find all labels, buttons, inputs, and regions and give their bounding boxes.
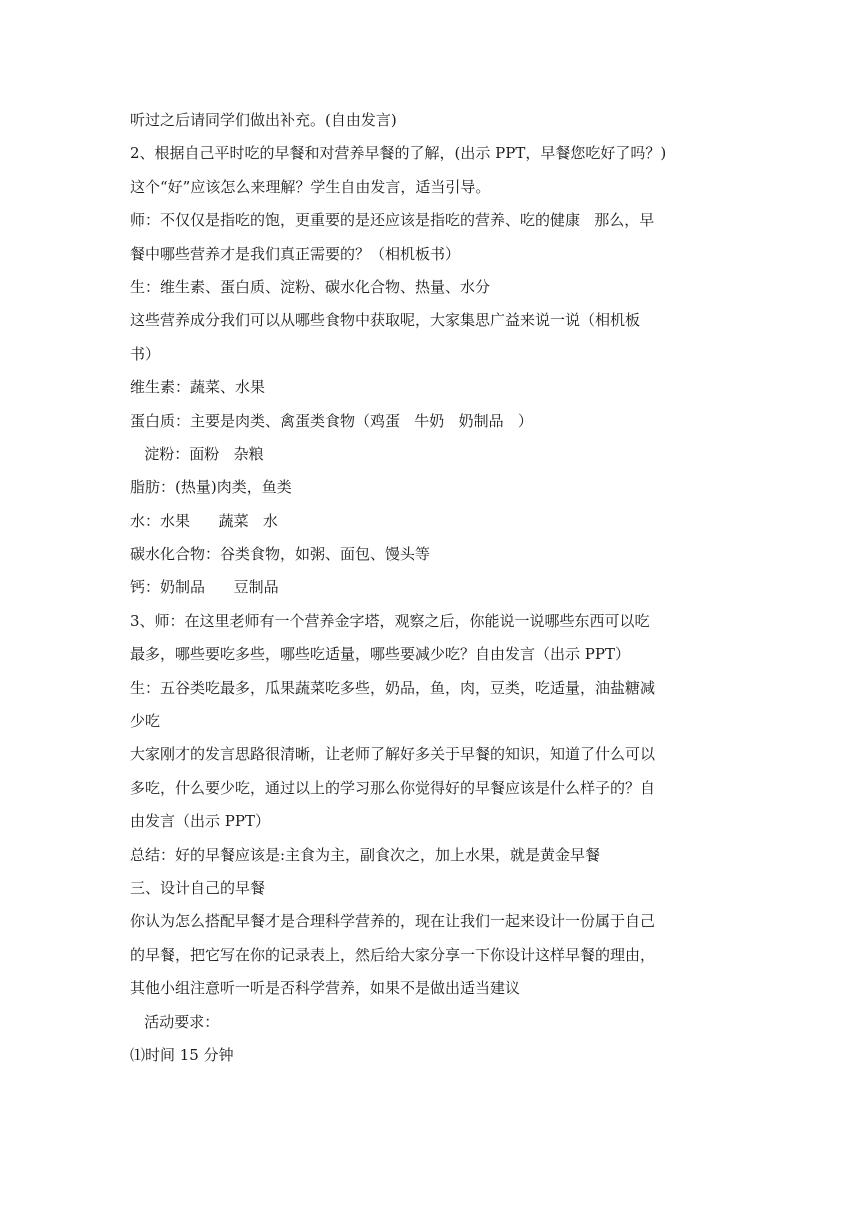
text-line-22: 由发言（出示 PPT） — [130, 812, 270, 831]
text-line-13: 水：水果 蔬菜 水 — [130, 511, 278, 530]
text-line-17: 最多，哪些要吃多些，哪些吃适量，哪些要减少吃？自由发言（出示 PPT） — [130, 645, 630, 664]
text-line-15: 钙：奶制品 豆制品 — [130, 578, 279, 597]
text-line-14: 碳水化合物：谷类食物，如粥、面包、馒头等 — [130, 545, 431, 564]
text-line-4: 师：不仅仅是指吃的饱，更重要的是还应该是指吃的营养、吃的健康 那么，早 — [130, 211, 655, 230]
document-page — [130, 104, 730, 1072]
text-line-23: 总结：好的早餐应该是:主食为主，副食次之，加上水果，就是黄金早餐 — [130, 845, 601, 864]
text-line-27: 其他小组注意听一听是否科学营养，如果不是做出适当建议 — [130, 979, 521, 998]
text-line-1: 听过之后请同学们做出补充。(自由发言) — [130, 111, 397, 129]
text-line-5: 餐中哪些营养才是我们真正需要的？（相机板书） — [130, 244, 461, 263]
section-heading: 三、设计自己的早餐 — [130, 878, 266, 897]
text-line-3: 这个“好”应该怎么来理解？学生自由发言，适当引导。 — [130, 177, 491, 196]
text-line-9: 维生素：蔬菜、水果 — [130, 378, 266, 397]
text-line-20: 大家刚才的发言思路很清晰，让老师了解好多关于早餐的知识，知道了什么可以 — [130, 745, 656, 764]
text-line-29: ⑴时间 15 分钟 — [130, 1045, 234, 1064]
text-line-16: 3、师：在这里老师有一个营养金字塔，观察之后，你能说一说哪些东西可以吃 — [130, 611, 650, 630]
text-line-8: 书） — [130, 344, 161, 363]
text-line-18: 生：五谷类吃最多，瓜果蔬菜吃多些，奶品，鱼，肉，豆类，吃适量，油盐糖减 — [130, 678, 656, 697]
text-line-10: 蛋白质：主要是肉类、禽蛋类食物（鸡蛋 牛奶 奶制品 ） — [130, 411, 533, 430]
text-line-19: 少吃 — [130, 712, 161, 731]
text-line-6: 生：维生素、蛋白质、淀粉、碳水化合物、热量、水分 — [130, 277, 491, 296]
text-line-2: 2、根据自己平时吃的早餐和对营养早餐的了解，(出示 PPT，早餐您吃好了吗？) — [130, 144, 667, 163]
text-line-11: 淀粉：面粉 杂粮 — [130, 444, 264, 463]
text-line-12: 脂肪：(热量)肉类，鱼类 — [130, 478, 292, 497]
text-line-28: 活动要求： — [130, 1012, 220, 1031]
text-line-21: 多吃，什么要少吃，通过以上的学习那么你觉得好的早餐应该是什么样子的？自 — [130, 778, 656, 797]
text-line-25: 你认为怎么搭配早餐才是合理科学营养的，现在让我们一起来设计一份属于自己 — [130, 912, 656, 931]
text-line-26: 的早餐，把它写在你的记录表上，然后给大家分享一下你设计这样早餐的理由， — [130, 945, 656, 964]
text-line-7: 这些营养成分我们可以从哪些食物中获取呢，大家集思广益来说一说（相机板 — [130, 311, 641, 330]
